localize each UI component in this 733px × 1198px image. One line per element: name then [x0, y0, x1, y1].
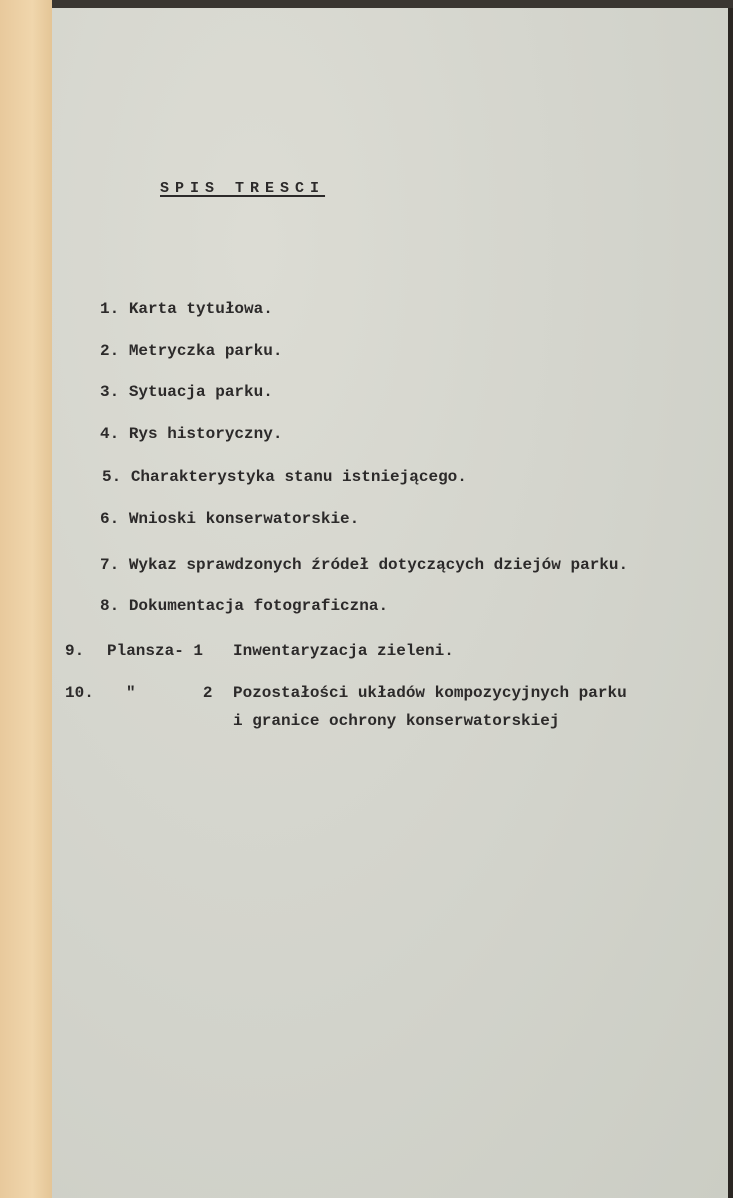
adjacent-page-edge: [0, 0, 54, 1198]
toc-item-9: [65, 642, 84, 660]
toc-item-5: [102, 468, 467, 486]
item-text: Pozostałości układów kompozycyjnych parku: [233, 684, 627, 702]
item-number: 6.: [100, 510, 120, 528]
page-title: SPIS TRESCI: [160, 180, 326, 197]
item-text: Karta tytułowa.: [128, 300, 273, 318]
item-label: Plansza- 1: [107, 642, 204, 660]
toc-item-7: [100, 556, 628, 574]
item-text: Wykaz sprawdzonych źródeł dotyczących dziejów parku.: [128, 556, 629, 574]
toc-item-2: [100, 342, 282, 360]
toc-item-10: [65, 684, 94, 702]
item-number: 3.: [100, 383, 120, 401]
item-text: Dokumentacja fotograficzna.: [128, 597, 389, 615]
toc-item-4: [100, 425, 282, 443]
toc-item-1: [100, 300, 273, 318]
item-number: 9.: [65, 642, 85, 660]
item-number: 4.: [100, 425, 120, 443]
item-label: " 2: [126, 684, 213, 702]
scan-border: [52, 0, 733, 8]
item-number: 10.: [65, 684, 94, 702]
item-number: 5.: [102, 468, 122, 486]
item-text: Wnioski konserwatorskie.: [128, 510, 360, 528]
item-number: 8.: [100, 597, 120, 615]
item-number: 7.: [100, 556, 120, 574]
item-number: 2.: [100, 342, 120, 360]
toc-item-8: [100, 597, 388, 615]
item-number: 1.: [100, 300, 120, 318]
item-text: Rys historyczny.: [128, 425, 283, 443]
item-text: Sytuacja parku.: [128, 383, 273, 401]
item-text: Metryczka parku.: [128, 342, 283, 360]
toc-item-3: [100, 383, 273, 401]
item-text-continued: i granice ochrony konserwatorskiej: [233, 712, 560, 730]
item-text: Charakterystyka stanu istniejącego.: [130, 468, 467, 486]
item-text: Inwentaryzacja zieleni.: [233, 642, 454, 660]
toc-item-6: [70, 510, 359, 528]
